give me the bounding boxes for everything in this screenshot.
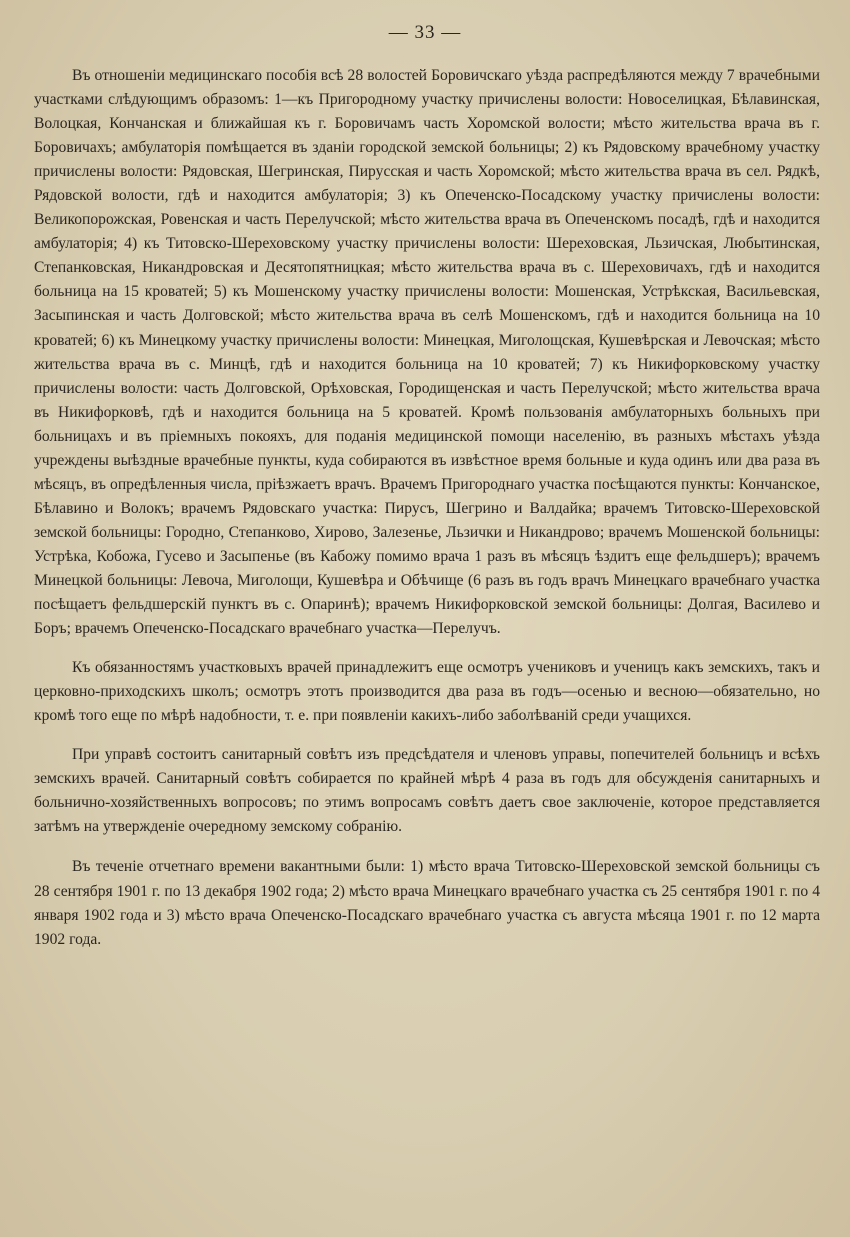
page-number: — 33 — bbox=[388, 22, 462, 43]
paragraph-school-inspection: Къ обязанностямъ участковыхъ врачей принадлежитъ еще осмотръ учениковъ и ученицъ какъ земскихъ, такъ и церковно-приходскихъ школъ; осмотръ этотъ производится два раза въ годъ—осенью и весною—обязательно, но кромѣ того еще по мѣрѣ надобности, т. е. при появленіи какихъ-либо заболѣваній среди учащихся. bbox=[34, 659, 820, 725]
paragraph-vacancies: Въ теченіе отчетнаго времени вакантными были: 1) мѣсто врача Титовско-Шереховской земской больницы съ 28 сентября 1901 г. по 13 декабря 1902 года; 2) мѣсто врача Минецкаго врачебнаго участка съ 25 сентября 1901 г. по 4 января 1902 года и 3) мѣсто врача Опеченско-Посадскаго врачебнаго участка съ августа мѣсяца 1901 г. по 12 марта 1902 года. bbox=[34, 858, 820, 948]
document-body bbox=[34, 64, 820, 952]
paragraph-medical-districts: Въ отношеніи медицинскаго пособія всѣ 28 волостей Боровичскаго уѣзда распредѣляются между 7 врачебными участками слѣдующимъ образомъ: 1—къ Пригородному участку причислены волости: Новоселицкая, Бѣлавинская, Волоцкая, Кончанская и ближайшая къ г. Боровичамъ часть Хоромской волости; мѣсто жительства врача въ г. Боровичахъ; амбулаторія помѣщается въ зданіи городской земской больницы; 2) къ Рядовскому врачебному участку причислены волости: Рядовская, Шегринская, Пирусская и часть Хоромской; мѣсто жительства врача въ сел. Рядкѣ, Рядовской волости, гдѣ и находится амбулаторія; 3) къ Опеченско-Посадскому участку причислены волости: Великопорожская, Ровенская и часть Перелучской; мѣсто жительства врача въ Опеченскомъ посадѣ, гдѣ и находится амбулаторія; 4) къ Титовско-Шереховскому участку причислены волости: Шереховская, Льзичская, Любытинская, Степанковская, Никандровская и Десятопятницкая; мѣсто жительства врача въ с. Шереховичахъ, гдѣ и находится больница на 15 кроватей; 5) къ Мошенскому участку причислены волости: Мошенская, Устрѣкская, Васильевская, Засыпинская и часть Долговской; мѣсто жительства врача въ селѣ Мошенскомъ, гдѣ и находится больница на 10 кроватей; 6) къ Минецкому участку причислены волости: Минецкая, Миголощская, Кушевѣрская и Левочская; мѣсто жительства врача въ с. Минцѣ, гдѣ и находится больница на 10 кроватей; 7) къ Никифорковскому участку причислены волости: часть Долговской, Орѣховская, Городищенская и часть Перелучской; мѣсто жительства врача въ Никифорковѣ, гдѣ и находится больница на 5 кроватей. Кромѣ пользованія амбулаторныхъ больныхъ при больницахъ и въ пріемныхъ покояхъ, для поданія медицинской помощи населенію, въ разныхъ мѣстахъ уѣзда учреждены выѣздные врачебные пункты, куда собираются въ извѣстное время больные и куда одинъ или два раза въ мѣсяцъ, въ опредѣленныя числа, пріѣзжаетъ врачъ. Врачемъ Пригороднаго участка посѣщаются пункты: Кончанское, Бѣлавино и Волокъ; врачемъ Рядовскаго участка: Пирусъ, Шегрино и Валдайка; врачемъ Титовско-Шереховской земской больницы: Городно, Степанково, Хирово, Залезенье, Льзички и Никандрово; врачемъ Мошенской больницы: Устрѣка, Кобожа, Гусево и Засыпенье (въ Кабожу помимо врача 1 разъ въ мѣсяцъ ѣздитъ еще фельдшеръ); врачемъ Минецкой больницы: Левоча, Миголощи, Кушевѣра и Обѣчище (6 разъ въ годъ врачъ Минецкаго врачебнаго участка посѣщаетъ фельдшерскій пунктъ въ с. Опаринѣ); врачемъ Никифорковской земской больницы: Долгая, Василево и Боръ; врачемъ Опеченско-Посадскаго врачебнаго участка—Перелучъ. bbox=[34, 67, 820, 638]
paragraph-sanitary-council: При управѣ состоитъ санитарный совѣтъ изъ предсѣдателя и членовъ управы, попечителей больницъ и всѣхъ земскихъ врачей. Санитарный совѣтъ собирается по крайней мѣрѣ 4 раза въ годъ для обсужденія санитарныхъ и больнично-хозяйственныхъ вопросовъ; по этимъ вопросамъ совѣтъ даетъ свое заключеніе, которое представляется затѣмъ на утвержденіе очередному земскому собранію. bbox=[34, 746, 820, 836]
